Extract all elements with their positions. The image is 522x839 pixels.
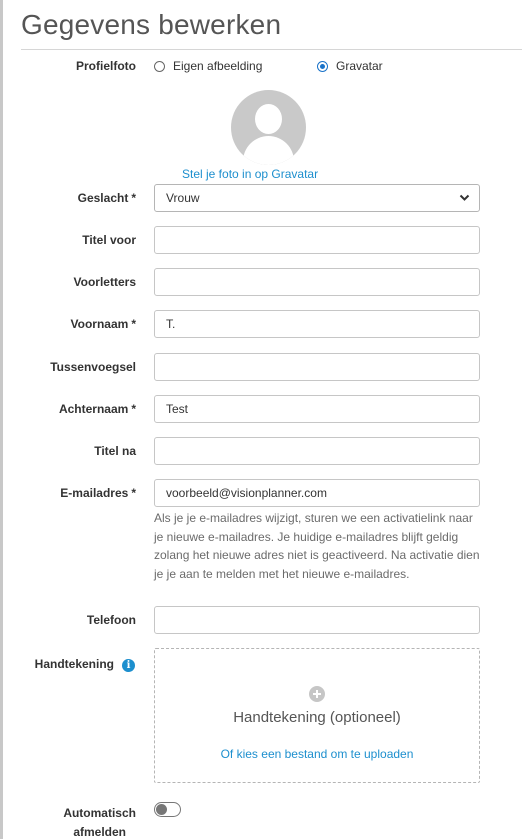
gender-required-mark: * [131, 191, 136, 205]
email-required-mark: * [131, 486, 136, 500]
title-after-input[interactable] [154, 437, 480, 465]
gender-label [78, 191, 136, 205]
gravatar-link[interactable]: Stel je foto in op Gravatar [182, 167, 319, 181]
email-input[interactable]: voorbeeld@visionplanner.com [154, 479, 480, 507]
radio-gravatar-circle[interactable] [317, 61, 328, 72]
last-name-label-text: Achternaam [58, 402, 129, 416]
info-icon[interactable]: i [122, 659, 135, 672]
signature-placeholder: Handtekening (optioneel) [233, 709, 401, 726]
left-border [0, 0, 3, 839]
phone-input[interactable] [154, 606, 480, 634]
radio-gravatar-label[interactable]: Gravatar [336, 59, 383, 73]
auto-logout-toggle[interactable] [154, 802, 181, 817]
last-name-input[interactable]: Test [154, 395, 480, 423]
email-label [60, 486, 136, 500]
first-name-label-text: Voornaam [70, 317, 129, 331]
auto-logout-label-line1: Automatisch [63, 806, 136, 820]
initials-input[interactable] [154, 268, 480, 296]
title-before-input[interactable] [154, 226, 480, 254]
last-name-label [59, 402, 136, 416]
first-name-required-mark: * [131, 317, 136, 331]
title-after-label: Titel na [94, 444, 136, 458]
signature-upload-link[interactable]: Of kies een bestand om te uploaden [220, 747, 414, 761]
first-name-input[interactable]: T. [154, 310, 480, 338]
avatar [231, 90, 306, 165]
toggle-knob [156, 804, 167, 815]
signature-label: Handtekening [34, 657, 114, 671]
last-name-required-mark: * [131, 402, 136, 416]
gender-select[interactable] [154, 184, 480, 212]
profile-photo-label: Profielfoto [76, 59, 136, 73]
gender-label-text: Geslacht [77, 191, 129, 205]
radio-own-image[interactable] [154, 59, 262, 73]
phone-label: Telefoon [86, 613, 136, 627]
title-divider [21, 49, 522, 50]
radio-gravatar[interactable] [317, 59, 383, 73]
auto-logout-label [63, 804, 136, 839]
initials-label: Voorletters [73, 275, 136, 289]
infix-input[interactable] [154, 353, 480, 381]
auto-logout-label-line2: afmelden [73, 825, 126, 839]
title-before-label: Titel voor [82, 233, 136, 247]
email-help-text: Als je je e-mailadres wijzigt, sturen we een activatielink naar je nieuwe e-mailadres. Je huidige e-mailadres blijft geldig zolang het nieuwe adres niet is geactiveerd. Na activatie dien je je aan te melden met het nieuwe e-mailadres. [154, 511, 480, 581]
page-title: Gegevens bewerken [21, 9, 282, 40]
chevron-down-icon [459, 194, 470, 202]
email-label-text: E-mailadres [60, 486, 129, 500]
avatar-body-shape [243, 136, 294, 165]
radio-own-image-circle[interactable] [154, 61, 165, 72]
avatar-head-shape [255, 104, 282, 134]
infix-label: Tussenvoegsel [50, 360, 136, 374]
signature-dropzone[interactable] [154, 648, 480, 783]
first-name-label [71, 317, 136, 331]
plus-circle-icon [309, 686, 325, 702]
gender-select-value: Vrouw [166, 191, 200, 205]
radio-own-image-label[interactable]: Eigen afbeelding [173, 59, 263, 73]
